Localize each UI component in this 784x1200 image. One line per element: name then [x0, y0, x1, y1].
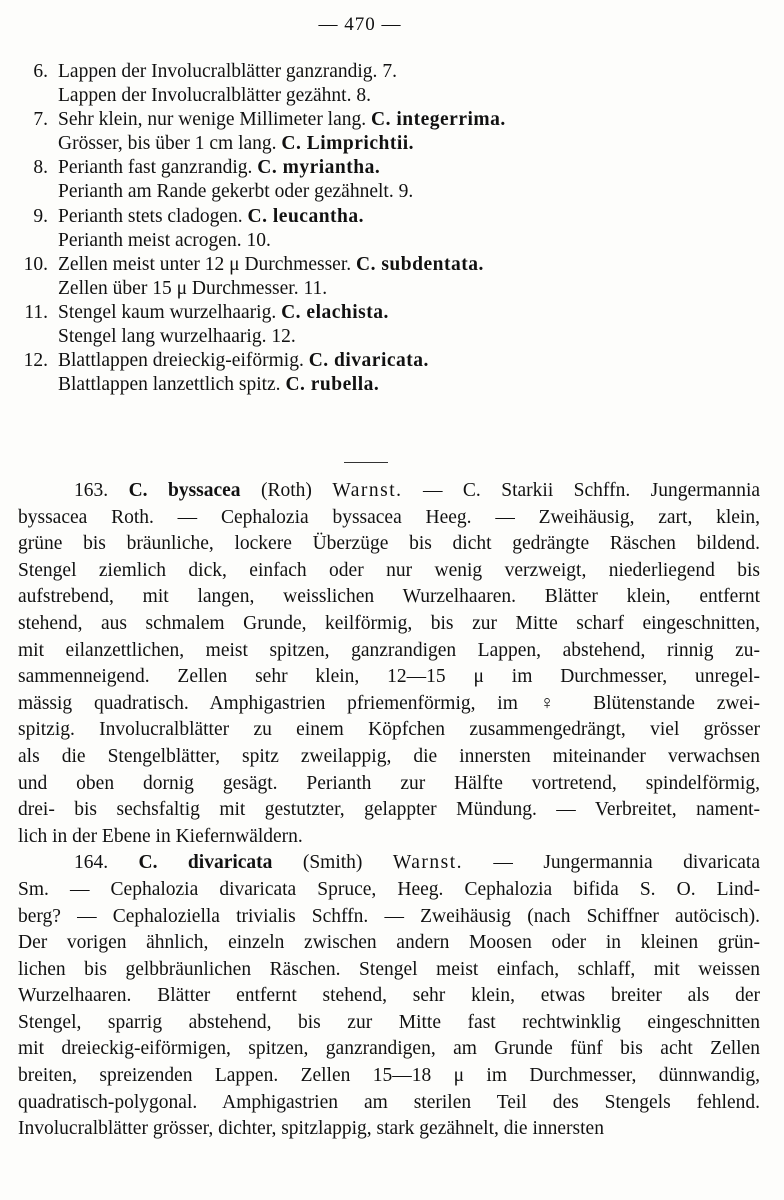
text-line — [18, 797, 760, 824]
section-divider — [344, 462, 388, 463]
key-species-name: C. subdentata. — [356, 253, 484, 275]
species-name: C. byssacea — [128, 480, 241, 501]
text-line — [18, 611, 760, 638]
key-text — [58, 325, 296, 349]
text-line — [18, 1063, 760, 1090]
line-text: berg? — Cephaloziella trivialis Schffn. — Zweihäusig (nach Schiffner autöcisch). — [18, 905, 760, 927]
line-text: Stengel, sparrig abstehend, bis zur Mitte fast rechtwinklig eingeschnitten — [18, 1011, 760, 1033]
key-text — [58, 277, 327, 301]
text-line — [18, 691, 760, 718]
key-statement: Perianth stets cladogen. — [58, 205, 243, 227]
key-row — [18, 373, 718, 397]
species-entry — [18, 478, 760, 850]
key-row — [18, 60, 718, 84]
key-row — [18, 180, 718, 204]
key-row — [18, 229, 718, 253]
key-row — [18, 132, 718, 156]
key-number: 10. — [23, 253, 48, 275]
page-number: — 470 — — [318, 14, 402, 35]
key-statement: Stengel lang wurzelhaarig. — [58, 326, 267, 348]
line-text: mit dreieckig-eiförmigen, spitzen, ganzrandigen, am Grunde fünf bis acht Zellen — [18, 1038, 760, 1060]
key-statement: Zellen über 15 μ Durchmesser. — [58, 277, 299, 299]
text-line — [18, 850, 760, 877]
line-text: spitzig. Involucralblätter zu einem Köpfchen zusammengedrängt, viel grösser — [18, 719, 760, 741]
key-text — [58, 84, 371, 108]
key-reference: 7. — [382, 61, 397, 82]
line-text: byssacea Roth. — Cephalozia byssacea Heeg. — Zweihäusig, zart, klein, — [18, 506, 760, 528]
key-text — [58, 108, 506, 132]
key-statement: Perianth fast ganzrandig. — [58, 157, 253, 179]
key-species-name: C. myriantha. — [257, 157, 381, 179]
text-line — [18, 983, 760, 1010]
line-text: als die Stengelblätter, spitz zweilappig, die innersten miteinander verwachsen — [18, 745, 760, 767]
key-number: 7. — [33, 109, 48, 131]
key-number: 8. — [33, 157, 48, 179]
species-author: (Smith) — [302, 852, 363, 874]
key-text — [58, 205, 364, 229]
key-statement: Blattlappen lanzettlich spitz. — [58, 374, 281, 396]
line-text: mit eilanzettlichen, meist spitzen, ganzrandigen Lappen, abstehend, rinnig zu- — [18, 639, 760, 661]
key-species-name: C. leucantha. — [247, 205, 365, 227]
key-statement: Blattlappen dreieckig-eiförmig. — [58, 350, 304, 372]
line-text: Involucralblätter grösser, dichter, spitzlappig, stark gezähnelt, die innersten — [18, 1118, 604, 1140]
key-reference: 10. — [246, 229, 271, 251]
key-text — [58, 253, 484, 277]
text-line — [18, 744, 760, 771]
text-line — [18, 717, 760, 744]
key-statement: Lappen der Involucralblätter ganzrandig. — [58, 61, 378, 82]
line-text: quadratisch-polygonal. Amphigastrien am sterilen Teil des Stengels fehlend. — [18, 1091, 760, 1113]
line-text: Wurzelhaaren. Blätter entfernt stehend, sehr klein, etwas breiter als der — [18, 985, 760, 1007]
key-text — [58, 180, 413, 204]
key-text — [58, 229, 271, 253]
key-row — [18, 84, 718, 108]
text-line — [18, 930, 760, 957]
line-text: drei- bis sechsfaltig mit gestutzter, gelappter Mündung. — Verbreitet, nament- — [18, 799, 760, 821]
text-line — [18, 877, 760, 904]
key-statement: Stengel kaum wurzelhaarig. — [58, 301, 277, 323]
key-reference: 9. — [398, 181, 414, 203]
text-line — [18, 904, 760, 931]
key-text — [58, 60, 397, 84]
key-statement: Zellen meist unter 12 μ Durchmesser. — [58, 253, 352, 275]
text-line — [18, 558, 760, 585]
key-number: 6. — [33, 61, 48, 82]
key-row — [18, 156, 718, 180]
species-authority: Warnst. — [332, 480, 403, 501]
species-authority: Warnst. — [392, 852, 463, 874]
key-statement: Perianth am Rande gekerbt oder gezähnelt. — [58, 181, 394, 203]
line-text: aufstrebend, mit langen, weisslichen Wurzelhaaren. Blätter klein, entfernt — [18, 586, 760, 608]
line-text: lichen bis gelbbräunlichen Räschen. Stengel meist einfach, schlaff, mit weissen — [18, 958, 760, 980]
key-number: 12. — [23, 350, 48, 372]
text-line — [18, 1116, 760, 1143]
key-row — [18, 108, 718, 132]
key-text — [58, 132, 414, 156]
key-reference: 12. — [271, 326, 296, 348]
line-text: Stengel ziemlich dick, einfach oder nur wenig verzweigt, niederliegend bis — [18, 559, 760, 581]
text-line — [18, 957, 760, 984]
key-statement: Lappen der Involucralblätter gezähnt. — [58, 85, 352, 107]
key-row — [18, 205, 718, 229]
key-species-name: C. elachista. — [281, 301, 389, 323]
key-text — [58, 349, 429, 373]
key-row — [18, 277, 718, 301]
line-text: — C. Starkii Schffn. Jungermannia — [422, 480, 761, 501]
text-line — [18, 1036, 760, 1063]
species-entry — [18, 850, 760, 1143]
key-statement: Perianth meist acrogen. — [58, 229, 242, 251]
key-reference: 11. — [303, 277, 328, 299]
text-line — [18, 584, 760, 611]
text-line — [18, 478, 760, 505]
entry-number: 163. — [74, 480, 109, 501]
line-text: mässig quadratisch. Amphigastrien pfriemenförmig, im ♀ Blütenstande zwei- — [18, 692, 760, 714]
text-line — [18, 505, 760, 532]
key-row — [18, 301, 718, 325]
line-text: lich in der Ebene in Kiefernwäldern. — [18, 825, 303, 847]
key-statement: Sehr klein, nur wenige Millimeter lang. — [58, 109, 367, 131]
species-descriptions — [18, 478, 760, 1143]
key-number: 9. — [33, 205, 48, 227]
text-line — [18, 664, 760, 691]
line-text: Der vorigen ähnlich, einzeln zwischen andern Moosen oder in kleinen grün- — [18, 932, 760, 954]
key-statement: Grösser, bis über 1 cm lang. — [58, 133, 277, 155]
key-row — [18, 325, 718, 349]
key-text — [58, 373, 379, 397]
species-name: C. divaricata — [138, 852, 273, 874]
key-text — [58, 301, 389, 325]
key-row — [18, 253, 718, 277]
line-text: — Jungermannia divaricata — [493, 852, 760, 874]
key-text — [58, 156, 380, 180]
identification-key — [18, 60, 718, 397]
entry-number: 164. — [74, 852, 109, 874]
line-text: sammenneigend. Zellen sehr klein, 12—15 μ im Durchmesser, unregel- — [18, 666, 760, 688]
line-text: stehend, aus schmalem Grunde, keilförmig, bis zur Mitte scharf eingeschnitten, — [18, 612, 760, 634]
line-text: und oben dornig gesägt. Perianth zur Hälfte vortretend, spindelförmig, — [18, 772, 760, 794]
key-reference: 8. — [356, 85, 371, 107]
text-line — [18, 1010, 760, 1037]
text-line — [18, 771, 760, 798]
key-species-name: C. rubella. — [285, 374, 380, 396]
key-row — [18, 349, 718, 373]
key-species-name: C. Limprichtii. — [281, 133, 415, 155]
line-text: breiten, spreizenden Lappen. Zellen 15—18 μ im Durchmesser, dünnwandig, — [18, 1065, 760, 1087]
text-line — [18, 824, 760, 851]
text-line — [18, 638, 760, 665]
key-number: 11. — [24, 301, 48, 323]
text-line — [18, 1090, 760, 1117]
text-line — [18, 531, 760, 558]
key-species-name: C. integerrima. — [371, 109, 506, 131]
line-text: Sm. — Cephalozia divaricata Spruce, Heeg. Cephalozia bifida S. O. Lind- — [18, 878, 760, 900]
key-species-name: C. divaricata. — [308, 350, 429, 372]
species-author: (Roth) — [261, 480, 312, 501]
line-text: grüne bis bräunliche, lockere Überzüge bis dicht gedrängte Räschen bildend. — [18, 533, 760, 555]
